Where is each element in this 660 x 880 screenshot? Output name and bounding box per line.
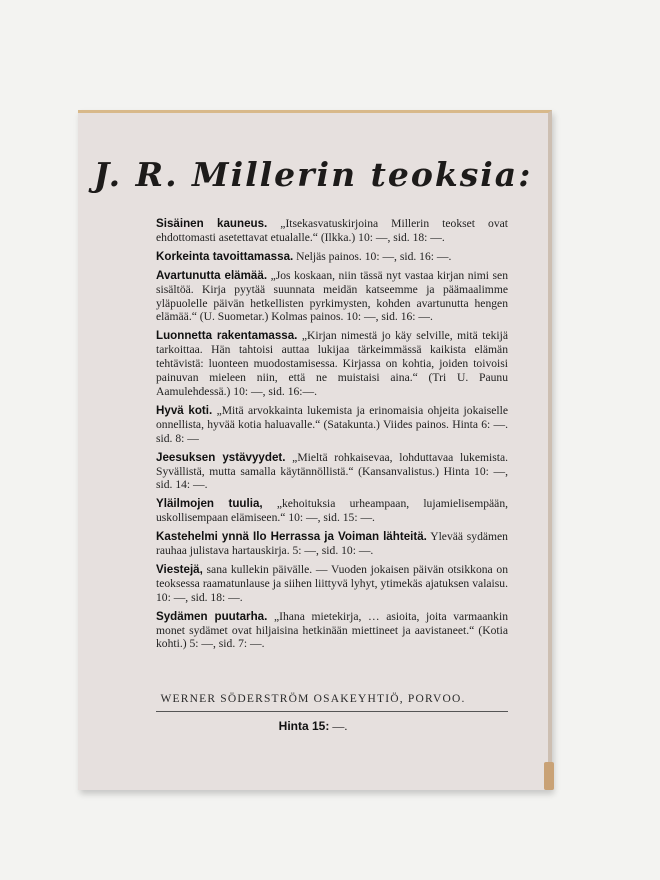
publisher-line: WERNER SÖDERSTRÖM OSAKEYHTIÖ, PORVOO. xyxy=(160,693,466,705)
book-description: Neljäs painos. 10: —, sid. 16: —. xyxy=(293,249,452,263)
book-title: Jeesuksen ystävyydet. xyxy=(156,450,286,464)
book-description: „Mitä arvokkainta lukemista ja erinomaisia ohjeita jokaiselle onnellista, hyvää kotia haluavalle.“ (Satakunta.) Viides painos. Hinta 6: —. sid. 8: — xyxy=(156,403,508,445)
book-title: Sisäinen kauneus. xyxy=(156,217,268,230)
book-list xyxy=(156,217,508,656)
book-description: „Ihana mietekirja, … asioita, joita varmaankin monet sydämet ovat hiljaisina hetkinään miettineet ja aavistaneet.“ (Kotia kohti.) 5: —, sid. 7: —. xyxy=(156,609,508,651)
book-title: Yläilmojen tuulia, xyxy=(156,497,263,511)
book-title: Hyvä koti. xyxy=(156,403,213,417)
book-description: „Itsekasvatuskirjoina Millerin teokset ovat ehdottomasti asetettavat etualalle.“ (Ilkka.) 10: —, sid. 18: —. xyxy=(156,217,508,244)
divider xyxy=(156,711,508,712)
list-item xyxy=(156,250,508,264)
book-title: Viestejä, xyxy=(156,562,203,576)
book-description: Ylevää sydämen rauhaa julistava hartauskirja. 5: —, sid. 10: —. xyxy=(156,530,508,558)
list-item xyxy=(156,269,508,325)
book-description: sana kullekin päivälle. — Vuoden jokaisen päivän otsikkona on teoksessa raamatunlause ja siihen liittyvä lyhyt, ytimekäs ajatuksen valaisu. 10: —, sid. 18: —. xyxy=(156,562,508,604)
book-title: Kastehelmi ynnä Ilo Herrassa ja Voiman lähteitä. xyxy=(156,530,427,544)
list-item xyxy=(156,610,508,652)
book-title: Korkeinta tavoittamassa. xyxy=(156,249,294,263)
price-label: Hinta 15: xyxy=(278,719,330,733)
list-item xyxy=(156,217,508,245)
list-item xyxy=(156,404,508,446)
cover-heading: J. R. Millerin teoksia: xyxy=(93,155,533,194)
price-value: —. xyxy=(329,719,348,733)
book-description: „Mieltä rohkaisevaa, lohduttavaa lukemista. Syvällistä, mutta samalla käytännöllistä.“ (Kansanvalistus.) Hinta 10: —, sid. 14: —. xyxy=(156,450,508,492)
price-line xyxy=(78,719,548,734)
list-item xyxy=(156,329,508,399)
book-description: „kehoituksia urheampaan, lujamielisempään, uskollisempaan elämiseen.“ 10: —, sid. 15: —. xyxy=(156,497,509,525)
book-title: Sydämen puutarha. xyxy=(156,609,268,623)
worn-corner xyxy=(544,762,554,790)
book-back-cover xyxy=(78,110,552,790)
book-title: Luonnetta rakentamassa. xyxy=(156,329,298,343)
list-item xyxy=(156,451,508,493)
book-description: „Jos koskaan, niin tässä nyt vastaa kirjan nimi sen sisältöä. Kirja pyytää suunnata meidän katseemme ja päämaalimme yläpuolelle päivän hetkellisten pyrkimysten, kohden avartunutta hengen elämää.“ (U. Suometar.) Kolmas painos. 10: —, sid. 16: —. xyxy=(156,268,508,324)
list-item xyxy=(156,497,508,525)
list-item xyxy=(156,530,508,558)
list-item xyxy=(156,563,508,605)
book-description: „Kirjan nimestä jo käy selville, mitä tekijä tarkoittaa. Hän tahtoisi auttaa lukijaa tärkeimmässä kaikista elämän tehtävistä: luonteen muodostamisessa. Kirjassa on kohtia, joiden toivoisi painuvan mieleen niin, että ne muistaisi aina.“ (Tri U. Paunu Aamulehdessä.) 10: —, sid. 16:—. xyxy=(156,329,508,398)
book-title: Avartunutta elämää. xyxy=(156,268,268,282)
